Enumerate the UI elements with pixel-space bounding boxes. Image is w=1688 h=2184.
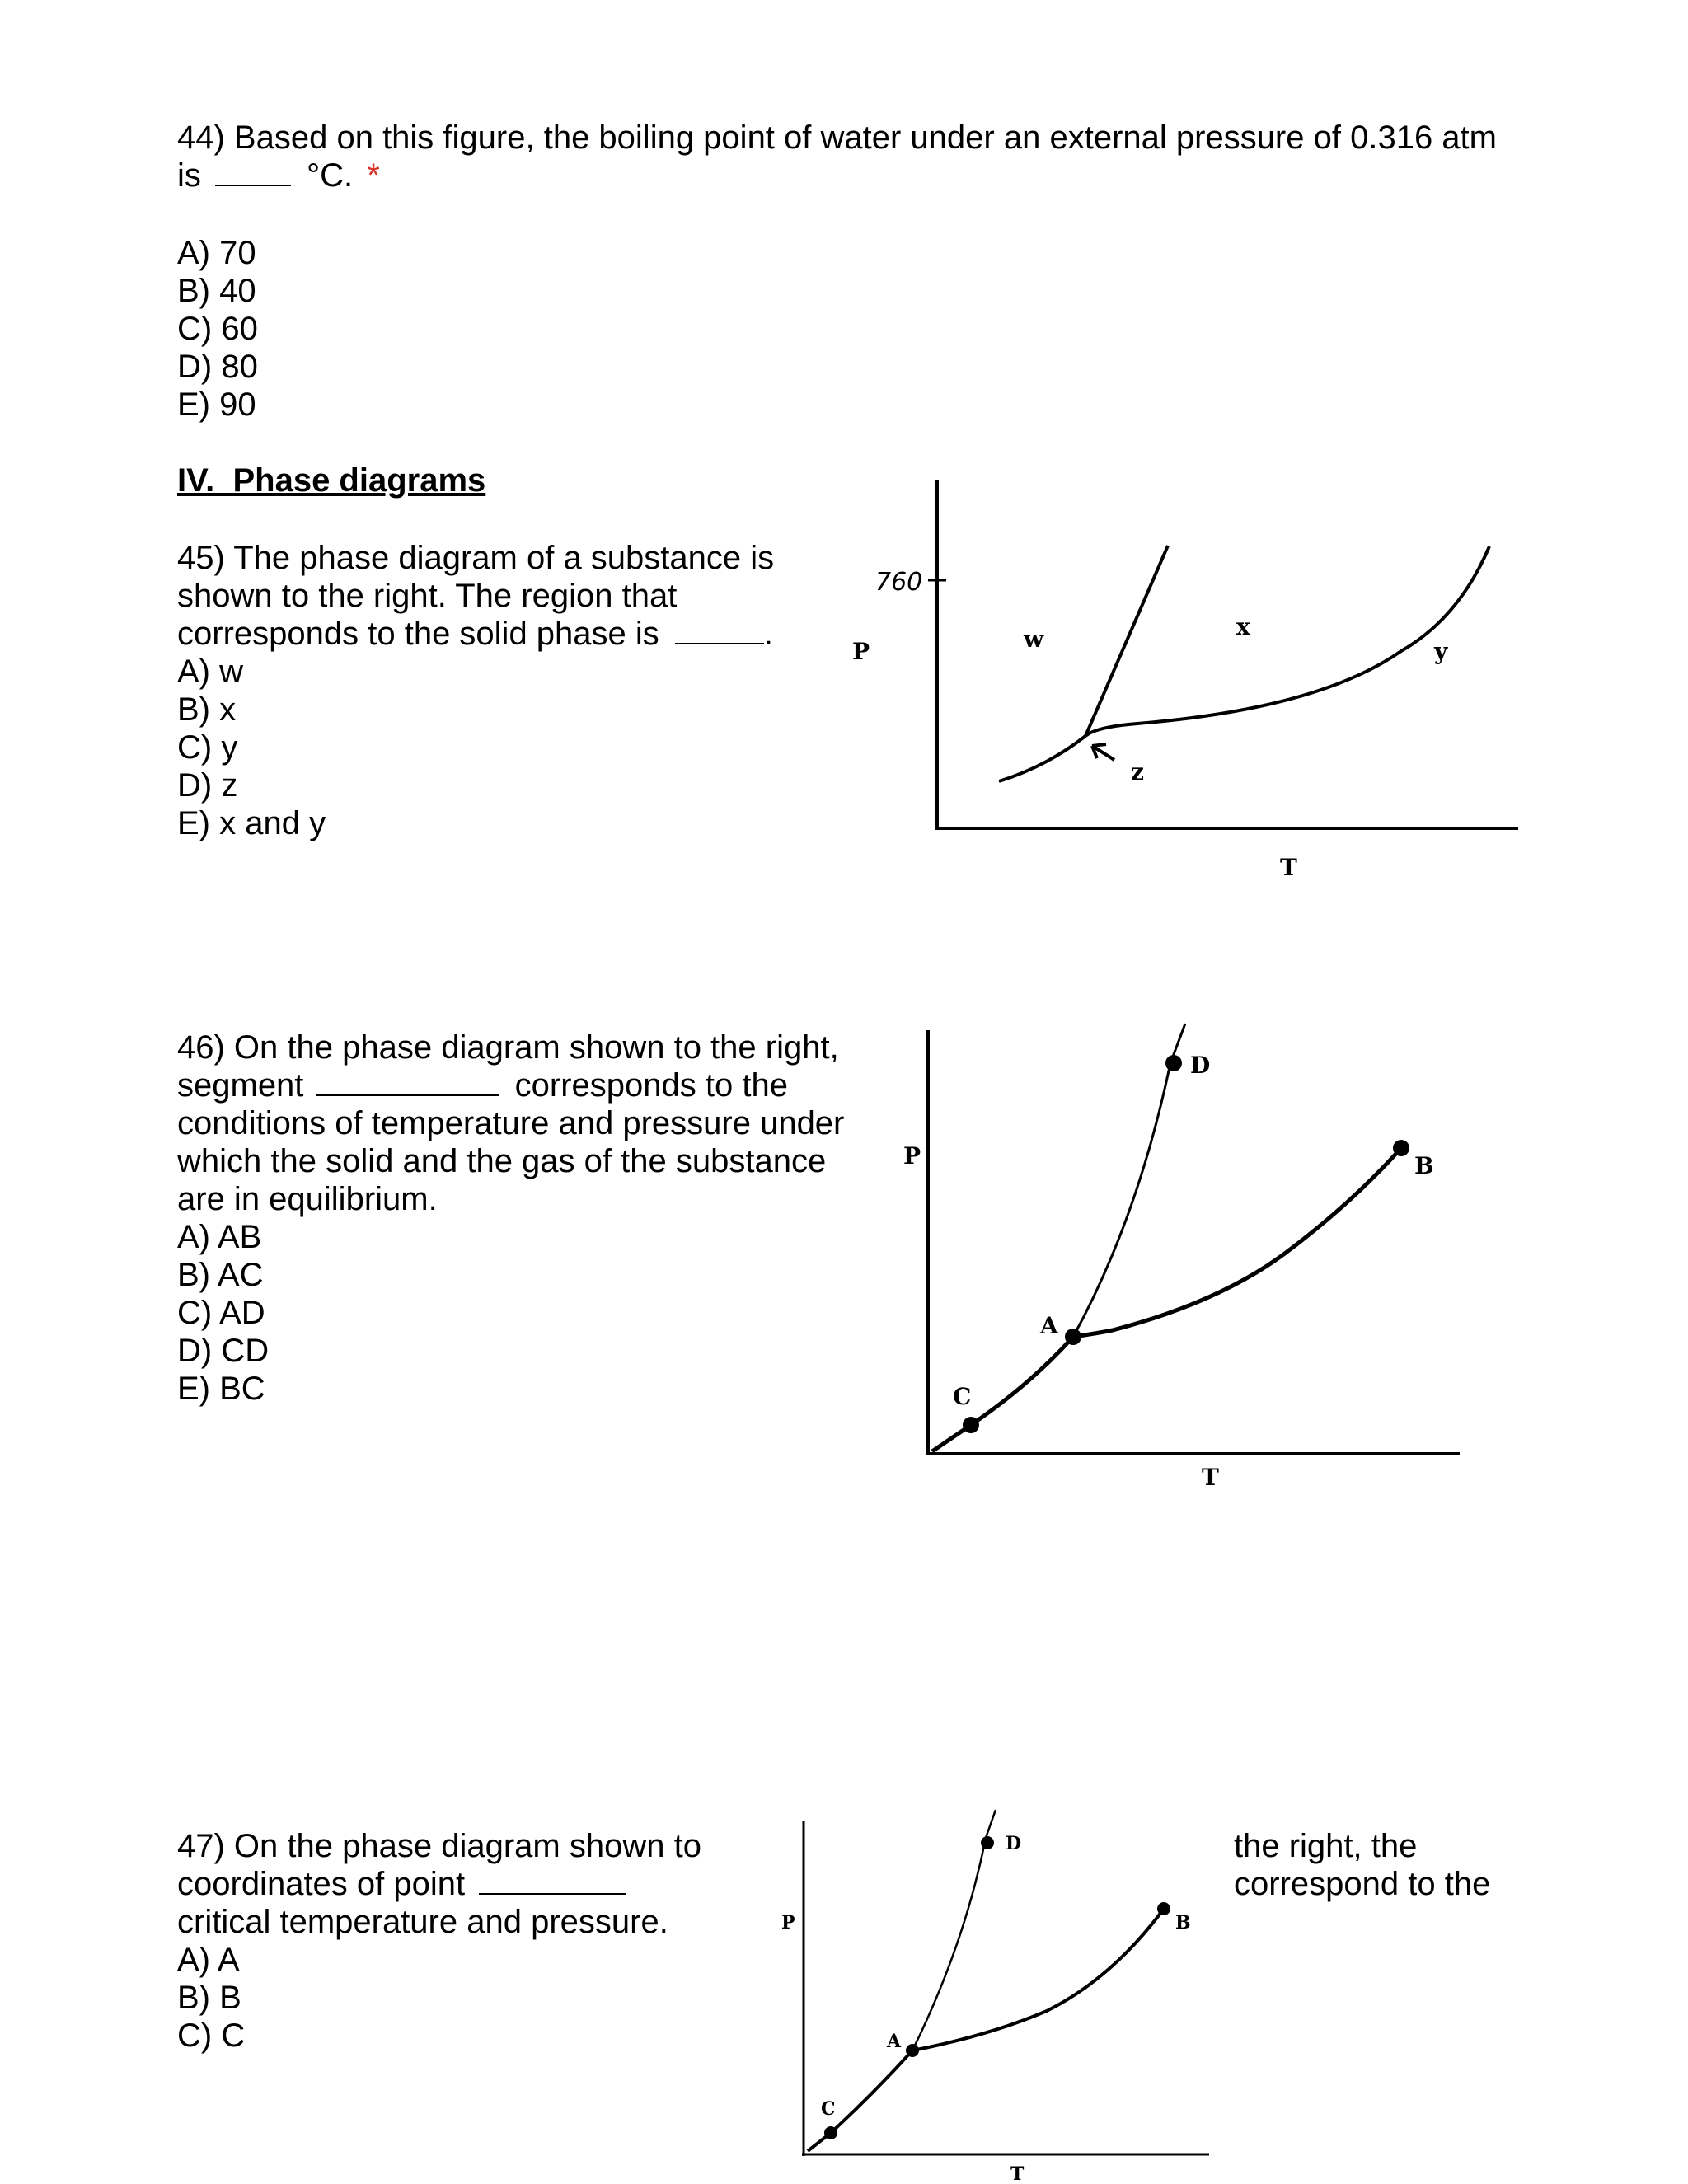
q46-option-d: D) CD xyxy=(177,1333,270,1369)
q46-line-2-start: segment xyxy=(177,1067,304,1104)
tick-label-760: 760 xyxy=(875,568,923,597)
q44-option-d: D) 80 xyxy=(177,349,258,385)
q45-line-1: 45) The phase diagram of a substance is xyxy=(177,540,775,576)
point-a-label: A xyxy=(887,2031,902,2052)
q47-line-1: 47) On the phase diagram shown to xyxy=(177,1828,701,1864)
q46-line-1: 46) On the phase diagram shown to the right, xyxy=(177,1029,839,1066)
q45-option-c: C) y xyxy=(177,729,238,766)
point-d-label: D xyxy=(1006,1833,1022,1854)
q47-line-2-text: coordinates of point xyxy=(177,1866,466,1902)
q46-line-2-end: corresponds to the xyxy=(514,1067,788,1104)
t-axis-label: T xyxy=(1010,2163,1025,2184)
q46-line-3: conditions of temperature and pressure under xyxy=(177,1105,845,1141)
point-b-marker xyxy=(1157,1902,1170,1915)
q45-line-2: shown to the right. The region that xyxy=(177,578,678,614)
q46-option-e: E) BC xyxy=(177,1371,265,1407)
q44-option-e: E) 90 xyxy=(177,387,256,423)
q45-line-3-start: corresponds to the solid phase is xyxy=(177,616,659,652)
q44-option-b: B) 40 xyxy=(177,273,256,309)
q46-option-c: C) AD xyxy=(177,1295,265,1331)
vaporization-curve xyxy=(912,1909,1164,2050)
region-x-label: x xyxy=(1236,613,1250,640)
p-axis-label: P xyxy=(781,1912,795,1933)
q45-option-b: B) x xyxy=(177,691,237,728)
point-b-label: B xyxy=(1175,1912,1191,1933)
q47-line-3: critical temperature and pressure. xyxy=(177,1904,668,1940)
point-c-marker xyxy=(824,2126,837,2139)
q46-line-5: are in equilibrium. xyxy=(177,1181,438,1217)
point-c-label: C xyxy=(953,1383,972,1410)
q44-option-a: A) 70 xyxy=(177,235,256,271)
q44-line-2-start: is xyxy=(177,157,201,194)
q47-option-b: B) B xyxy=(177,1980,241,2016)
point-a-label: A xyxy=(1040,1312,1058,1339)
q44-line-2-end: °C. xyxy=(307,157,354,194)
q44-line-1: 44) Based on this figure, the boiling point of water under an external pressure of 0.316 atm xyxy=(177,120,1497,156)
point-a-marker xyxy=(906,2044,919,2057)
p-axis-label: P xyxy=(903,1142,921,1169)
q47-option-c: C) C xyxy=(177,2018,246,2054)
q44-option-c: C) 60 xyxy=(177,311,258,347)
q45-option-d: D) z xyxy=(177,767,238,804)
t-axis-label: T xyxy=(1280,854,1297,881)
p-axis-label: P xyxy=(852,638,870,665)
region-w-label: w xyxy=(1024,626,1044,653)
q45-option-a: A) w xyxy=(177,654,243,690)
q46-option-b: B) AC xyxy=(177,1257,264,1293)
t-axis-label: T xyxy=(1202,1464,1219,1491)
region-y-label: y xyxy=(1434,638,1448,665)
point-c-label: C xyxy=(821,2098,836,2120)
point-z-label: z xyxy=(1131,758,1144,785)
required-asterisk: * xyxy=(367,157,380,194)
section-heading: IV. Phase diagrams xyxy=(177,462,486,499)
q45-option-e: E) x and y xyxy=(177,805,326,841)
point-d-marker xyxy=(981,1836,994,1849)
q47-right-line-2: correspond to the xyxy=(1234,1866,1491,1902)
q46-option-a: A) AB xyxy=(177,1219,262,1255)
point-d-label: D xyxy=(1190,1052,1211,1079)
point-b-label: B xyxy=(1414,1152,1434,1179)
q45-line-3-end: . xyxy=(763,616,774,652)
q46-line-4: which the solid and the gas of the substance xyxy=(177,1143,827,1179)
q47-right-line-1: the right, the xyxy=(1234,1828,1418,1864)
q47-option-a: A) A xyxy=(177,1942,240,1978)
